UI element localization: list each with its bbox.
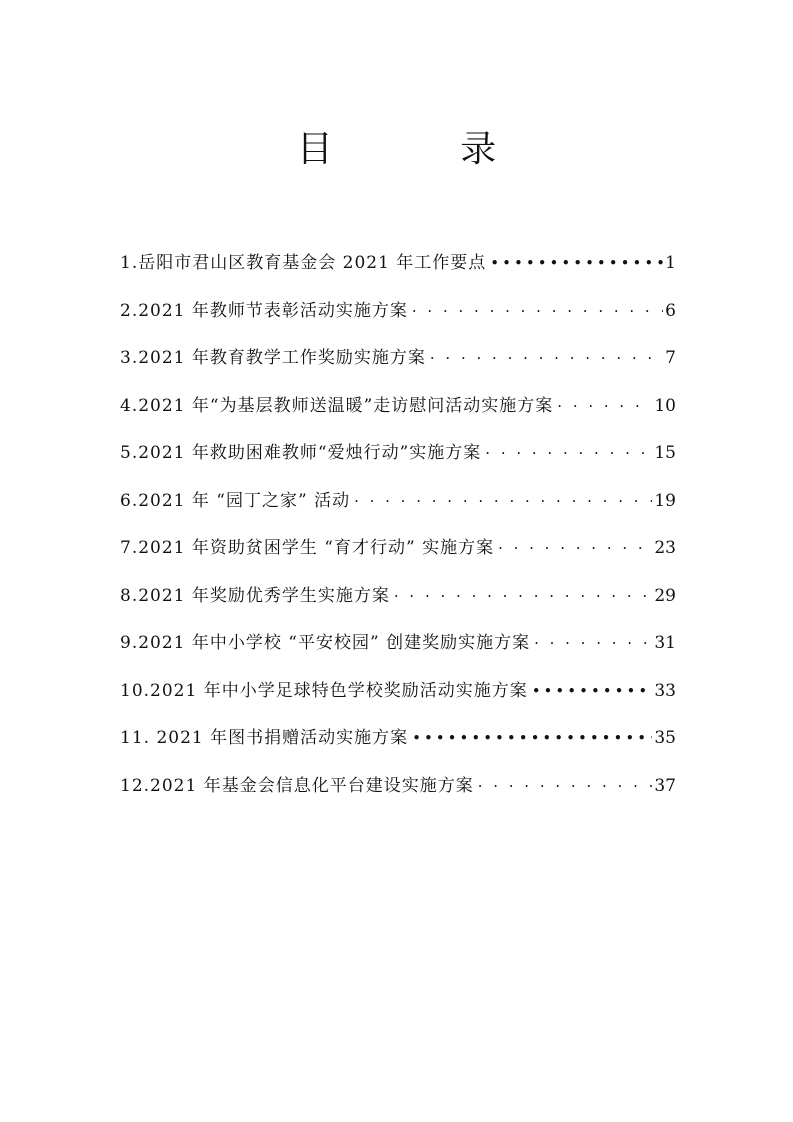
toc-page-number: 35 (654, 728, 676, 748)
toc-dot-leader (490, 244, 663, 282)
toc-entry-title: 2.2021 年教师节表彰活动实施方案 (120, 300, 408, 321)
toc-dot-leader (557, 387, 652, 425)
toc-page-number: 10 (654, 395, 676, 416)
toc-entry[interactable] (120, 577, 676, 625)
toc-entry-title: 11. 2021 年图书捐赠活动实施方案 (120, 728, 409, 748)
toc-dot-leader (534, 624, 652, 662)
toc-dot-leader (485, 434, 652, 472)
table-of-contents (120, 244, 676, 814)
toc-page-number: 15 (654, 443, 676, 463)
toc-entry[interactable] (120, 767, 676, 815)
toc-page-number: 23 (654, 538, 676, 558)
toc-dot-leader (532, 672, 653, 710)
toc-entry[interactable] (120, 529, 676, 577)
toc-entry-title: 9.2021 年中小学校 “平安校园” 创建奖励实施方案 (120, 633, 531, 653)
toc-entry-title: 10.2021 年中小学足球特色学校奖励活动实施方案 (120, 680, 528, 701)
toc-entry[interactable] (120, 482, 676, 530)
toc-entry-title: 12.2021 年基金会信息化平台建设实施方案 (120, 775, 474, 796)
toc-page-number: 1 (665, 253, 676, 273)
toc-entry-title: 5.2021 年救助困难教师“爱烛行动”实施方案 (120, 443, 482, 463)
toc-entry-title: 4.2021 年“为基层教师送温暖”走访慰问活动实施方案 (120, 395, 554, 416)
toc-page-number: 6 (665, 300, 676, 321)
toc-dot-leader (478, 767, 653, 805)
toc-dot-leader (412, 719, 652, 757)
toc-dot-leader (430, 339, 663, 377)
toc-page-number: 37 (654, 775, 676, 796)
toc-entry[interactable] (120, 434, 676, 482)
toc-dot-leader (394, 577, 652, 615)
page-title: 目 录 (296, 129, 555, 170)
toc-entry-title: 8.2021 年奖励优秀学生实施方案 (120, 585, 390, 606)
toc-entry-title: 7.2021 年资助贫困学生 “育才行动” 实施方案 (120, 538, 495, 558)
toc-entry[interactable] (120, 624, 676, 672)
toc-dot-leader (354, 482, 652, 520)
toc-page-number: 33 (654, 680, 676, 701)
toc-page-number: 7 (665, 348, 676, 368)
toc-entry-title: 1.岳阳市君山区教育基金会 2021 年工作要点 (120, 253, 487, 273)
toc-entry-title: 3.2021 年教育教学工作奖励实施方案 (120, 348, 426, 368)
toc-dot-leader (412, 292, 663, 330)
toc-entry[interactable] (120, 672, 676, 720)
toc-dot-leader (498, 529, 652, 567)
toc-entry-title: 6.2021 年 “园丁之家” 活动 (120, 490, 351, 511)
toc-entry[interactable] (120, 292, 676, 340)
toc-entry[interactable] (120, 244, 676, 292)
toc-page-number: 31 (654, 633, 676, 653)
toc-entry[interactable] (120, 719, 676, 767)
toc-entry[interactable] (120, 339, 676, 387)
toc-page-number: 29 (654, 585, 676, 606)
toc-entry[interactable] (120, 387, 676, 435)
toc-page-number: 19 (654, 490, 676, 511)
